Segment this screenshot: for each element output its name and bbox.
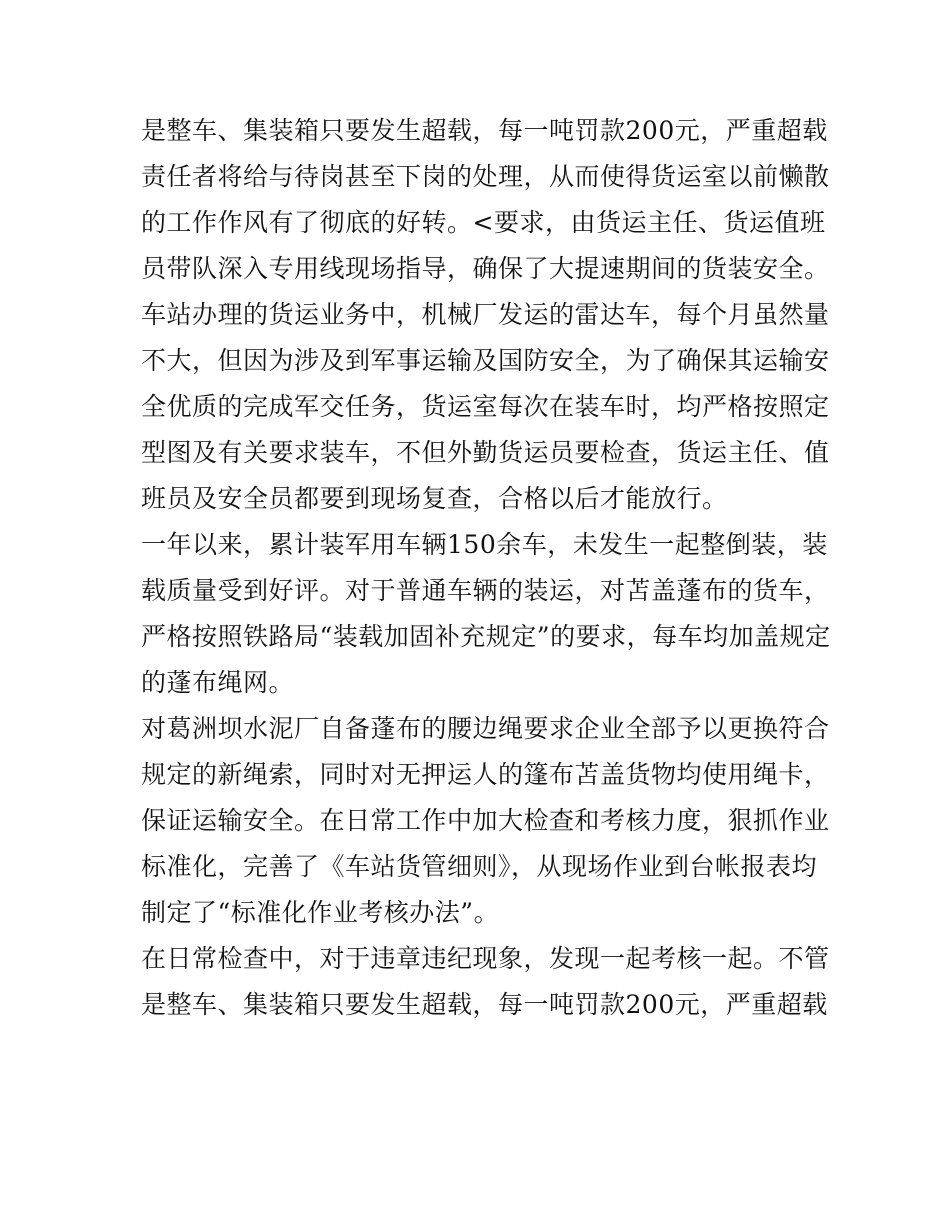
text-line: 员带队深入专用线现场指导，确保了大提速期间的货装安全。 bbox=[141, 254, 830, 283]
text-line: 严格按照铁路局“装载加固补充规定”的要求，每车均加盖规定 bbox=[141, 622, 831, 651]
text-line: 标准化，完善了《车站货管细则》，从现场作业到台帐报表均 bbox=[141, 852, 818, 881]
text-line: 车站办理的货运业务中，机械厂发运的雷达车，每个月虽然量 bbox=[141, 300, 830, 329]
text-line: 是整车、集装箱只要发生超载，每一吨罚款200元，严重超载 bbox=[141, 990, 828, 1019]
text-line: 的工作作风有了彻底的好转。<要求，由货运主任、货运值班 bbox=[141, 208, 826, 237]
text-line: 规定的新绳索，同时对无押运人的篷布苫盖货物均使用绳卡， bbox=[141, 760, 830, 789]
text-line: 全优质的完成军交任务，货运室每次在装车时，均严格按照定 bbox=[141, 392, 830, 421]
text-line: 一年以来，累计装军用车辆150余车，未发生一起整倒装，装 bbox=[141, 530, 828, 559]
text-line: 制定了“标准化作业考核办法”。 bbox=[141, 898, 500, 927]
text-line: 的蓬布绳网。 bbox=[141, 668, 295, 697]
text-line: 班员及安全员都要到现场复查，合格以后才能放行。 bbox=[141, 484, 728, 513]
text-line: 在日常检查中，对于违章违纪现象，发现一起考核一起。不管 bbox=[141, 944, 830, 973]
text-line: 型图及有关要求装车，不但外勤货运员要检查，货运主任、值 bbox=[141, 438, 830, 467]
text-line: 责任者将给与待岗甚至下岗的处理，从而使得货运室以前懒散 bbox=[141, 162, 830, 191]
text-line: 对葛洲坝水泥厂自备蓬布的腰边绳要求企业全部予以更换符合 bbox=[141, 714, 830, 743]
document-body bbox=[141, 108, 831, 1028]
text-line: 不大，但因为涉及到军事运输及国防安全，为了确保其运输安 bbox=[141, 346, 830, 375]
text-line: 载质量受到好评。对于普通车辆的装运，对苫盖蓬布的货车， bbox=[141, 576, 830, 605]
text-line: 保证运输安全。在日常工作中加大检查和考核力度，狠抓作业 bbox=[141, 806, 830, 835]
text-line: 是整车、集装箱只要发生超载，每一吨罚款200元，严重超载 bbox=[141, 116, 828, 145]
